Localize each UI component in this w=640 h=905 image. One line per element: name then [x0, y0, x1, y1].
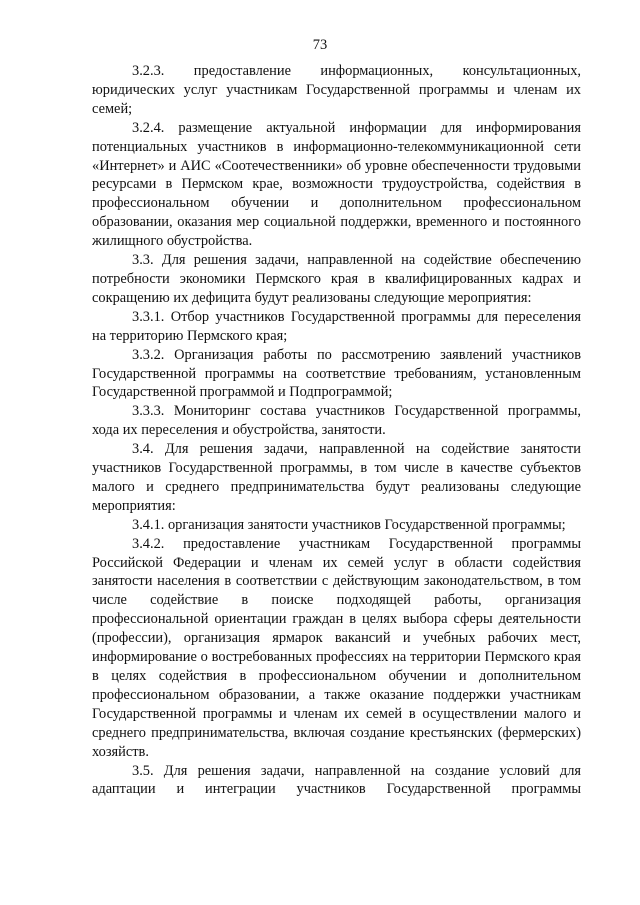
- paragraph-3-4-2: 3.4.2. предоставление участникам Государственной программы Российской Федерации и членам их семей услуг в области содействия занятости населения в соответствии с действующим законодательством, в том числе содействие в поиске подходящей работы, организация профессиональной ориентации граждан в целях выбора сферы деятельности (профессии), организация ярмарок вакансий и учебных рабочих мест, информирование о востребованных профессиях на территории Пермского края в целях содействия в профессиональном обучении и дополнительном профессиональном образовании, а также оказание поддержки участникам Государственной программы и членам их семей в осуществлении малого и среднего предпринимательства, включая создание крестьянских (фермерских) хозяйств.: [92, 535, 581, 760]
- paragraph-3-5: 3.5. Для решения задачи, направленной на создание условий для адаптации и интеграции участников Государственной программы: [92, 762, 581, 798]
- document-body: [92, 62, 581, 799]
- paragraph-3-3-1: 3.3.1. Отбор участников Государственной программы для переселения на территорию Пермского края;: [92, 308, 581, 344]
- paragraph-3-2-3: 3.2.3. предоставление информационных, консультационных, юридических услуг участникам Государственной программы и членам их семей;: [92, 63, 581, 117]
- paragraph-3-3-3: 3.3.3. Мониторинг состава участников Государственной программы, хода их переселения и обустройства, занятости.: [92, 403, 581, 439]
- paragraph-3-2-4: 3.2.4. размещение актуальной информации для информирования потенциальных участников в информационно-телекоммуникационной сети «Интернет» и АИС «Соотечественники» об уровне обеспеченности трудовыми ресурсами в Пермском крае, возможности трудоустройства, содействия в профессиональном обучении и дополнительном профессиональном образовании, оказания мер социальной поддержки, временного и постоянного жилищного обустройства.: [92, 119, 581, 250]
- page-number: 73: [312, 37, 328, 53]
- paragraph-3-4: 3.4. Для решения задачи, направленной на содействие занятости участников Государственной программы, в том числе в качестве субъектов малого и среднего предпринимательства будут реализованы следующие мероприятия:: [92, 441, 581, 514]
- paragraph-3-4-1: 3.4.1. организация занятости участников Государственной программы;: [132, 516, 566, 533]
- paragraph-3-3: 3.3. Для решения задачи, направленной на содействие обеспечению потребности экономики Пермского края в квалифицированных кадрах и сокращению их дефицита будут реализованы следующие мероприятия:: [92, 252, 581, 306]
- paragraph-3-3-2: 3.3.2. Организация работы по рассмотрению заявлений участников Государственной программы на соответствие требованиям, установленным Государственной программой и Подпрограммой;: [92, 346, 581, 401]
